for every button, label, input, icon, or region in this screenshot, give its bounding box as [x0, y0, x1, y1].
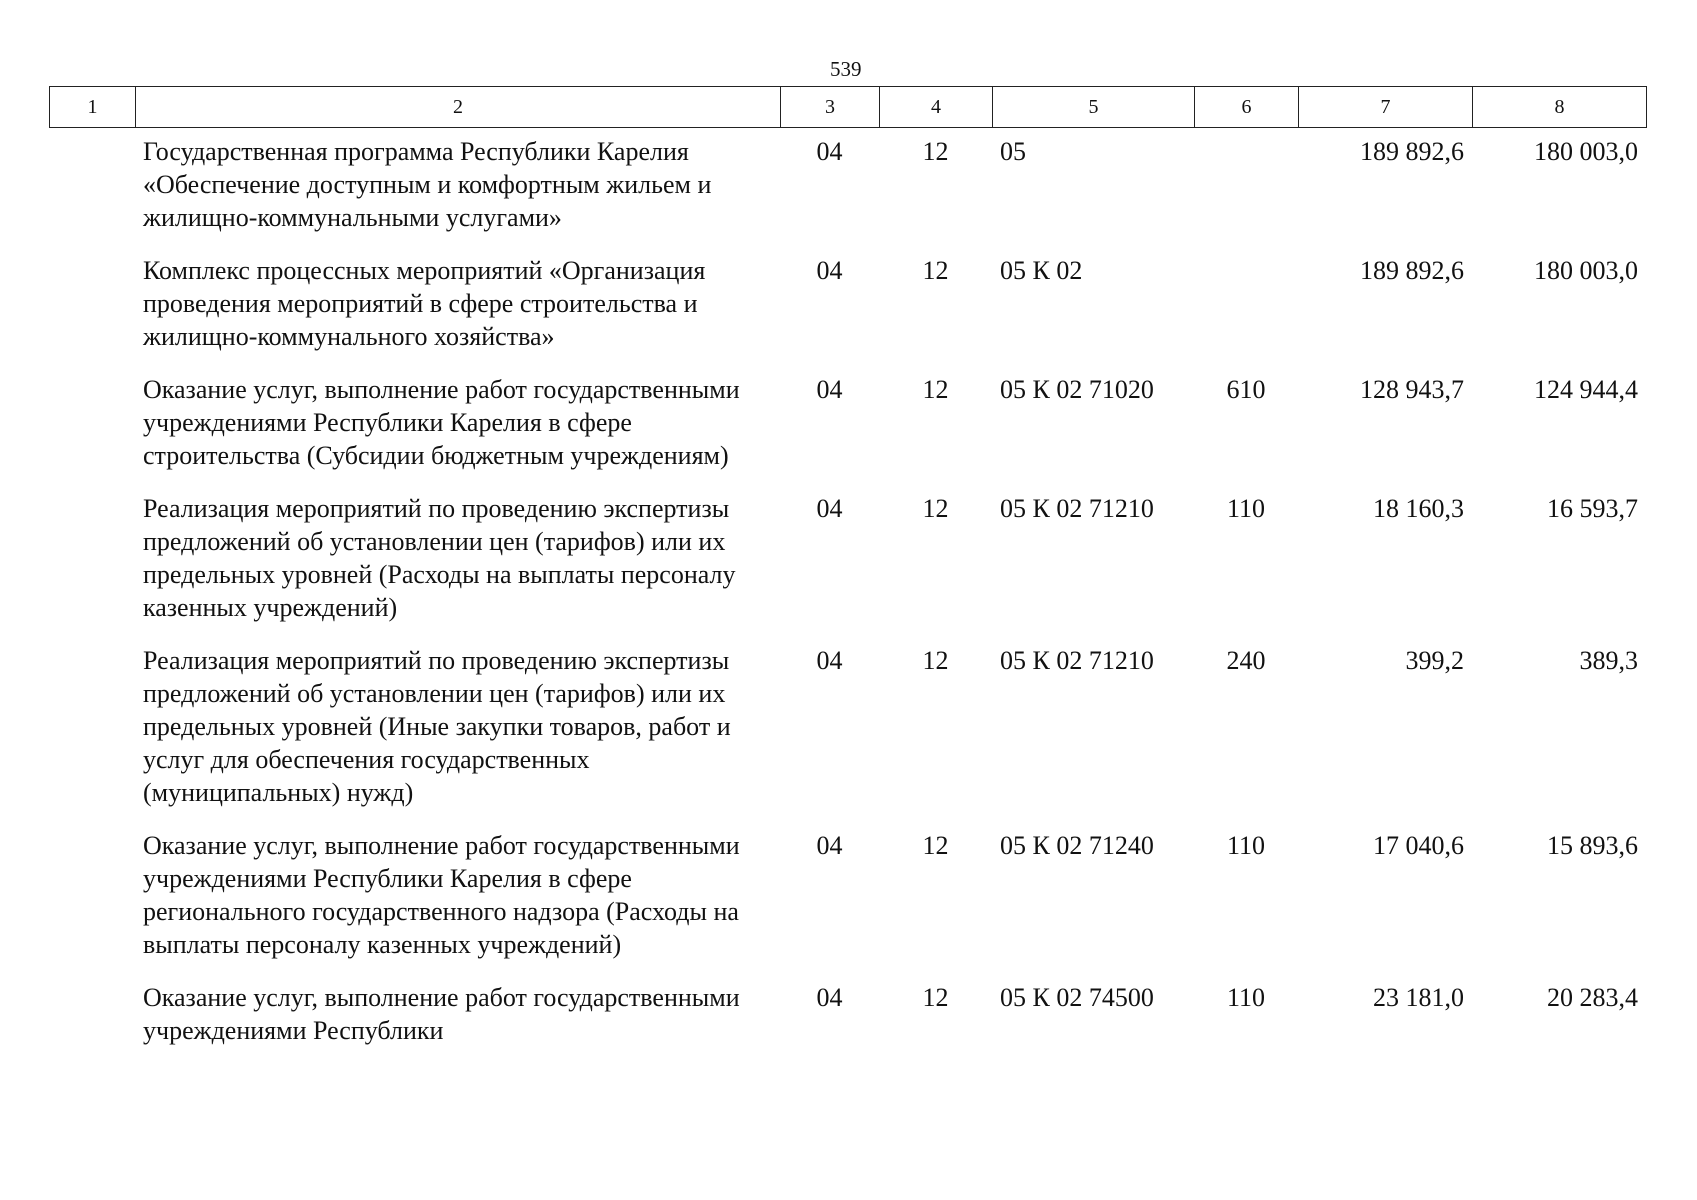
- target-article-cell: 05 К 02 71210: [1000, 646, 1154, 675]
- row-index-cell: [49, 975, 135, 1061]
- subsection-code-cell: 12: [922, 375, 949, 404]
- target-article-cell: 05 К 02 71020: [1000, 375, 1154, 404]
- table-row: [49, 367, 1646, 486]
- table-row: [49, 248, 1646, 367]
- row-index-cell: [49, 248, 135, 367]
- amount-year2-cell: 20 283,4: [1547, 983, 1638, 1012]
- row-index-cell: [49, 823, 135, 975]
- expense-type-cell: [1194, 129, 1298, 248]
- section-code-cell: 04: [816, 256, 843, 285]
- amount-year1-cell: 399,2: [1405, 646, 1464, 675]
- column-header: 1: [50, 87, 136, 128]
- expense-type-cell: 240: [1226, 646, 1266, 675]
- table-row: [49, 486, 1646, 638]
- table-body: [49, 129, 1646, 1061]
- item-name-cell: Реализация мероприятий по проведению экспертизы предложений об установлении цен (тарифов) или их предельных уровней (Расходы на выплаты персоналу казенных учреждений): [143, 494, 736, 622]
- subsection-code-cell: 12: [922, 983, 949, 1012]
- item-name-cell: Комплекс процессных мероприятий «Организация проведения мероприятий в сфере строительства и жилищно-коммунального хозяйства»: [143, 256, 706, 351]
- row-index-cell: [49, 367, 135, 486]
- page-number: 539: [830, 57, 862, 81]
- table-row: [49, 975, 1646, 1061]
- column-header: 3: [781, 87, 880, 128]
- amount-year2-cell: 180 003,0: [1534, 256, 1638, 285]
- row-index-cell: [49, 486, 135, 638]
- item-name-cell: Оказание услуг, выполнение работ государственными учреждениями Республики: [143, 983, 740, 1045]
- item-name-cell: Оказание услуг, выполнение работ государственными учреждениями Республики Карелия в сфере строительства (Субсидии бюджетным учреждениям): [143, 375, 740, 470]
- subsection-code-cell: 12: [922, 646, 949, 675]
- table-row: [49, 823, 1646, 975]
- amount-year1-cell: 189 892,6: [1360, 256, 1464, 285]
- column-header: 2: [136, 87, 781, 128]
- section-code-cell: 04: [816, 494, 843, 523]
- subsection-code-cell: 12: [922, 494, 949, 523]
- target-article-cell: 05 К 02: [1000, 256, 1083, 285]
- expense-type-cell: 110: [1226, 831, 1266, 860]
- amount-year2-cell: 180 003,0: [1534, 137, 1638, 166]
- amount-year1-cell: 189 892,6: [1360, 137, 1464, 166]
- amount-year1-cell: 17 040,6: [1373, 831, 1464, 860]
- section-code-cell: 04: [816, 646, 843, 675]
- section-code-cell: 04: [816, 137, 843, 166]
- row-index-cell: [49, 638, 135, 823]
- subsection-code-cell: 12: [922, 831, 949, 860]
- row-index-cell: [49, 129, 135, 248]
- column-header: 8: [1473, 87, 1647, 128]
- subsection-code-cell: 12: [922, 137, 949, 166]
- amount-year1-cell: 23 181,0: [1373, 983, 1464, 1012]
- amount-year2-cell: 124 944,4: [1534, 375, 1638, 404]
- column-header: 4: [880, 87, 993, 128]
- section-code-cell: 04: [816, 983, 843, 1012]
- item-name-cell: Оказание услуг, выполнение работ государственными учреждениями Республики Карелия в сфере регионального государственного надзора (Расходы на выплаты персоналу казенных учреждений): [143, 831, 740, 959]
- table-row: [49, 638, 1646, 823]
- target-article-cell: 05 К 02 74500: [1000, 983, 1154, 1012]
- expense-type-cell: 110: [1226, 983, 1266, 1012]
- table-row: [49, 129, 1646, 248]
- amount-year2-cell: 15 893,6: [1547, 831, 1638, 860]
- column-header: 5: [993, 87, 1195, 128]
- expense-type-cell: 610: [1226, 375, 1266, 404]
- item-name-cell: Реализация мероприятий по проведению экспертизы предложений об установлении цен (тарифов) или их предельных уровней (Иные закупки товаров, работ и услуг для обеспечения государственных (муниципальных) нужд): [143, 646, 731, 807]
- column-header: 6: [1195, 87, 1299, 128]
- column-header-row: [50, 87, 1647, 128]
- expense-type-cell: 110: [1226, 494, 1266, 523]
- section-code-cell: 04: [816, 375, 843, 404]
- target-article-cell: 05 К 02 71210: [1000, 494, 1154, 523]
- subsection-code-cell: 12: [922, 256, 949, 285]
- amount-year1-cell: 18 160,3: [1373, 494, 1464, 523]
- amount-year1-cell: 128 943,7: [1360, 375, 1464, 404]
- amount-year2-cell: 389,3: [1579, 646, 1638, 675]
- expense-type-cell: [1194, 248, 1298, 367]
- item-name-cell: Государственная программа Республики Карелия «Обеспечение доступным и комфортным жильем и жилищно-коммунальными услугами»: [143, 137, 712, 232]
- amount-year2-cell: 16 593,7: [1547, 494, 1638, 523]
- section-code-cell: 04: [816, 831, 843, 860]
- budget-table: [49, 129, 1646, 1061]
- target-article-cell: 05 К 02 71240: [1000, 831, 1154, 860]
- column-header-table: [49, 86, 1647, 128]
- target-article-cell: 05: [1000, 137, 1026, 166]
- column-header: 7: [1299, 87, 1473, 128]
